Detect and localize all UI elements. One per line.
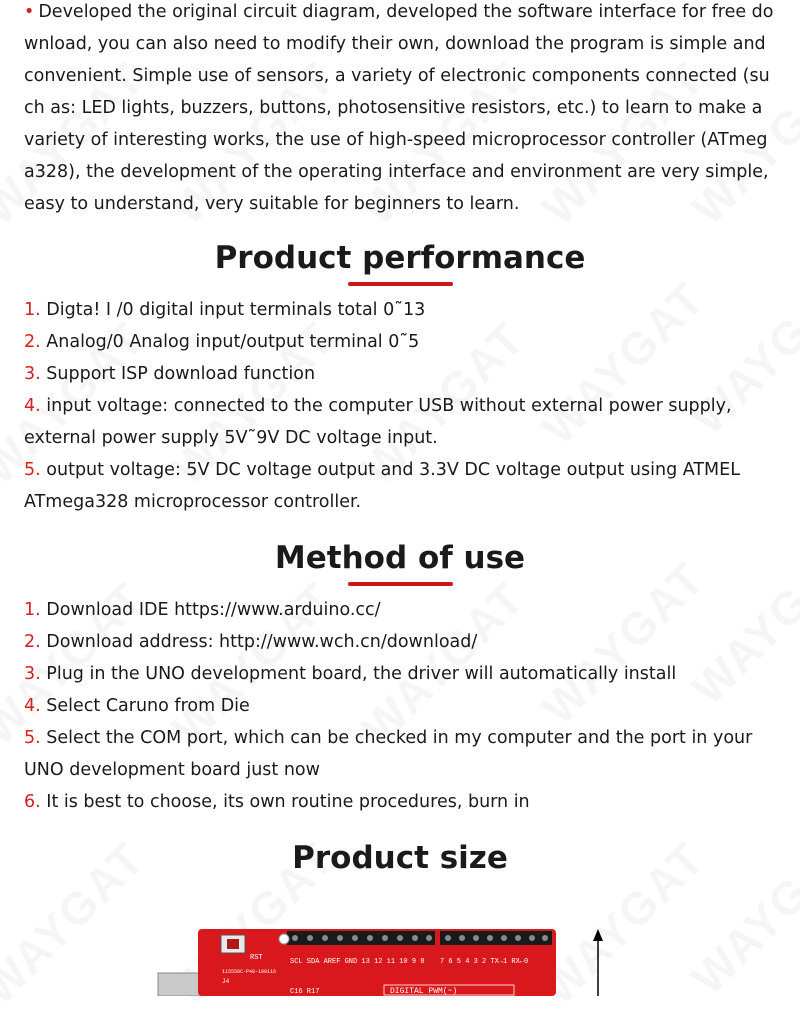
item-number: 6.: [24, 792, 41, 812]
pin-labels-left: SCL SDA AREF GND 13 12 11 10 9 8: [290, 958, 425, 966]
performance-list: [24, 294, 776, 518]
item-text: Select Caruno from Die: [46, 696, 250, 716]
section-title: Product size: [292, 840, 508, 876]
intro-text: Developed the original circuit diagram, developed the software interface for free download, you can also need to modify their own, download the program is simple and convenient. Simple use of sensors, a variety of electronic components connected (such as: LED lights, buzzers, buttons, photosensitive resistors, etc.) to learn to make a variety of interesting works, the use of high-speed microprocessor controller (ATmega328), the development of the operating interface and environment are very simple, easy to understand, very suitable for beginners to learn.: [24, 2, 774, 214]
item-number: 1.: [24, 600, 41, 620]
section-title: Method of use: [274, 540, 526, 576]
item-text: Download address: http://www.wch.cn/download/: [46, 632, 478, 652]
item-number: 5.: [24, 460, 41, 480]
item-text: Plug in the UNO development board, the driver will automatically install: [46, 664, 677, 684]
digital-label: DIGITAL PWM(~): [390, 987, 458, 996]
item-number: 3.: [24, 364, 41, 384]
item-text: Analog/0 Analog input/output terminal 0˜5: [46, 332, 420, 352]
performance-section: [24, 238, 776, 518]
list-item: [24, 626, 776, 658]
list-item: [24, 722, 776, 786]
list-item: [24, 390, 776, 454]
item-number: 2.: [24, 332, 41, 352]
item-number: 5.: [24, 728, 41, 748]
method-list: [24, 594, 776, 818]
board-svg: [0, 921, 800, 996]
list-item: [24, 326, 776, 358]
rst-label: RST: [250, 954, 263, 962]
item-number: 4.: [24, 396, 41, 416]
ic-label: C16 R17: [290, 988, 320, 996]
method-section: [24, 538, 776, 818]
item-text: Support ISP download function: [46, 364, 316, 384]
title-underline: [348, 282, 453, 286]
list-item: [24, 594, 776, 626]
board-illustration: [0, 921, 800, 996]
title-underline: [348, 582, 453, 586]
item-text: output voltage: 5V DC voltage output and 3.3V DC voltage output using ATMEL ATmega328 microprocessor controller.: [24, 460, 740, 512]
item-text: Download IDE https://www.arduino.cc/: [46, 600, 381, 620]
item-number: 3.: [24, 664, 41, 684]
item-number: 1.: [24, 300, 41, 320]
header-right: [440, 931, 552, 945]
section-title: Product performance: [214, 240, 586, 276]
board-code: 115550C-P48-100116: [222, 969, 277, 975]
item-text: Digta! I /0 digital input terminals total 0˜13: [46, 300, 426, 320]
list-item: [24, 786, 776, 818]
j4-label: J4: [222, 978, 230, 985]
item-text: It is best to choose, its own routine procedures, burn in: [46, 792, 530, 812]
mount-hole: [279, 934, 289, 944]
size-section: [24, 838, 776, 886]
list-item: [24, 454, 776, 518]
bullet-marker: •: [24, 2, 35, 22]
list-item: [24, 690, 776, 722]
item-text: input voltage: connected to the computer USB without external power supply, external power supply 5V˜9V DC voltage input.: [24, 396, 732, 448]
list-item: [24, 358, 776, 390]
intro-paragraph: [24, 0, 776, 220]
pin-labels-right: 7 6 5 4 3 2 TX→1 RX←0: [440, 958, 529, 966]
list-item: [24, 294, 776, 326]
reset-button-cap: [227, 939, 239, 949]
item-text: Select the COM port, which can be checked in my computer and the port in your UNO development board just now: [24, 728, 753, 780]
item-number: 2.: [24, 632, 41, 652]
dimension-arrow-icon: [593, 929, 603, 941]
item-number: 4.: [24, 696, 41, 716]
list-item: [24, 658, 776, 690]
